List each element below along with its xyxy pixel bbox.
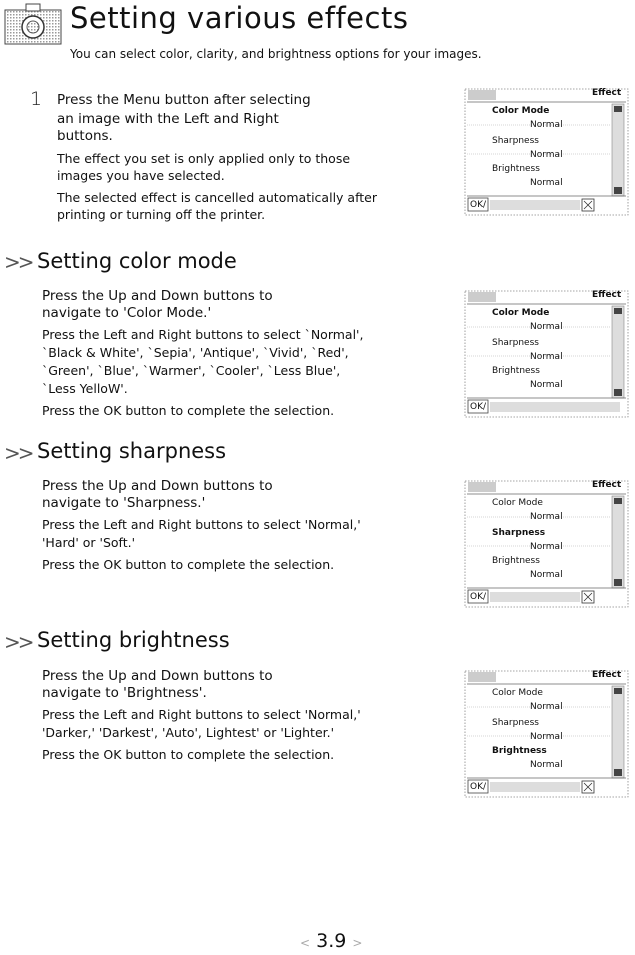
page-subtitle: You can select color, clarity, and brightness options for your images. (70, 47, 482, 61)
panel-item-brightness: Brightness (492, 366, 540, 376)
panel-item-value: Normal (530, 150, 563, 160)
section-line: 'Hard' or 'Soft.' (42, 535, 136, 550)
section-line: 'Darker,' 'Darkest', 'Auto', Lightest' or 'Lighter.' (42, 725, 335, 740)
panel-ok-label: OK/ (470, 200, 487, 210)
section-line: Press the Left and Right buttons to select `Normal', (42, 327, 364, 342)
section-line: Press the Up and Down buttons to (42, 288, 273, 304)
effect-panel-screen (464, 88, 629, 216)
section-line: navigate to 'Sharpness.' (42, 495, 206, 511)
panel-item-color-mode: Color Mode (492, 688, 543, 698)
panel-item-value: Normal (530, 120, 563, 130)
effect-panel-screen (464, 670, 629, 798)
step1-note: The selected effect is cancelled automatically after (57, 190, 377, 205)
page-number (300, 930, 362, 952)
step1-line: buttons. (57, 128, 113, 144)
panel-item-value: Normal (530, 570, 563, 580)
panel-item-value: Normal (530, 352, 563, 362)
section-ok-line: Press the OK button to complete the selection. (42, 747, 335, 762)
panel-item-value: Normal (530, 702, 563, 712)
section-title-brightness: Setting brightness (37, 628, 230, 652)
section-ok-line: Press the OK button to complete the selection. (42, 403, 335, 418)
section-line: `Black & White', `Sepia', 'Antique', `Vivid', `Red', (42, 345, 349, 360)
section-line: navigate to 'Brightness'. (42, 685, 207, 701)
section-line: Press the Up and Down buttons to (42, 668, 273, 684)
page-next-arrow-icon: > (352, 936, 363, 950)
panel-item-value: Normal (530, 512, 563, 522)
page-number-value: 3.9 (316, 930, 347, 952)
section-line: Press the Left and Right buttons to select 'Normal,' (42, 517, 361, 532)
panel-ok-label: OK/ (470, 592, 487, 602)
effect-panel-screen (464, 480, 629, 608)
section-line: navigate to 'Color Mode.' (42, 305, 212, 321)
panel-item-value: Normal (530, 178, 563, 188)
effect-panel-screen (464, 290, 629, 418)
panel-item-brightness: Brightness (492, 746, 547, 756)
section-title-sharpness: Setting sharpness (37, 439, 227, 463)
panel-title: Effect (592, 480, 622, 490)
panel-ok-label: OK/ (470, 782, 487, 792)
panel-item-brightness: Brightness (492, 164, 540, 174)
panel-item-sharpness: Sharpness (492, 338, 539, 348)
section-arrow-icon: >> (4, 250, 32, 274)
panel-item-color-mode: Color Mode (492, 308, 550, 318)
step-number: 1 (30, 88, 43, 110)
panel-ok-label: OK/ (470, 402, 487, 412)
section-title-color-mode: Setting color mode (37, 249, 237, 273)
panel-item-color-mode: Color Mode (492, 106, 550, 116)
panel-item-sharpness: Sharpness (492, 136, 539, 146)
panel-item-value: Normal (530, 760, 563, 770)
panel-item-value: Normal (530, 542, 563, 552)
section-line: `Green', `Blue', `Warmer', `Cooler', `Less Blue', (42, 363, 341, 378)
panel-item-sharpness: Sharpness (492, 528, 546, 538)
panel-title: Effect (592, 290, 622, 300)
panel-item-value: Normal (530, 322, 563, 332)
section-line: Press the Up and Down buttons to (42, 478, 273, 494)
panel-item-brightness: Brightness (492, 556, 540, 566)
panel-title: Effect (592, 670, 622, 680)
section-arrow-icon: >> (4, 441, 32, 465)
panel-item-value: Normal (530, 732, 563, 742)
page-prev-arrow-icon: < (300, 936, 311, 950)
section-line: `Less YelloW'. (42, 381, 128, 396)
step1-line: Press the Menu button after selecting (57, 92, 311, 108)
panel-item-sharpness: Sharpness (492, 718, 539, 728)
page-title: Setting various effects (70, 1, 409, 35)
section-ok-line: Press the OK button to complete the selection. (42, 557, 335, 572)
section-line: Press the Left and Right buttons to select 'Normal,' (42, 707, 361, 722)
panel-title: Effect (592, 88, 622, 98)
step1-note: The effect you set is only applied only to those (57, 151, 351, 166)
camera-icon (4, 2, 64, 46)
step1-note: printing or turning off the printer. (57, 207, 266, 222)
step1-note: images you have selected. (57, 168, 225, 183)
panel-item-value: Normal (530, 380, 563, 390)
section-arrow-icon: >> (4, 630, 32, 654)
step1-line: an image with the Left and Right (57, 111, 279, 127)
panel-item-color-mode: Color Mode (492, 498, 543, 508)
